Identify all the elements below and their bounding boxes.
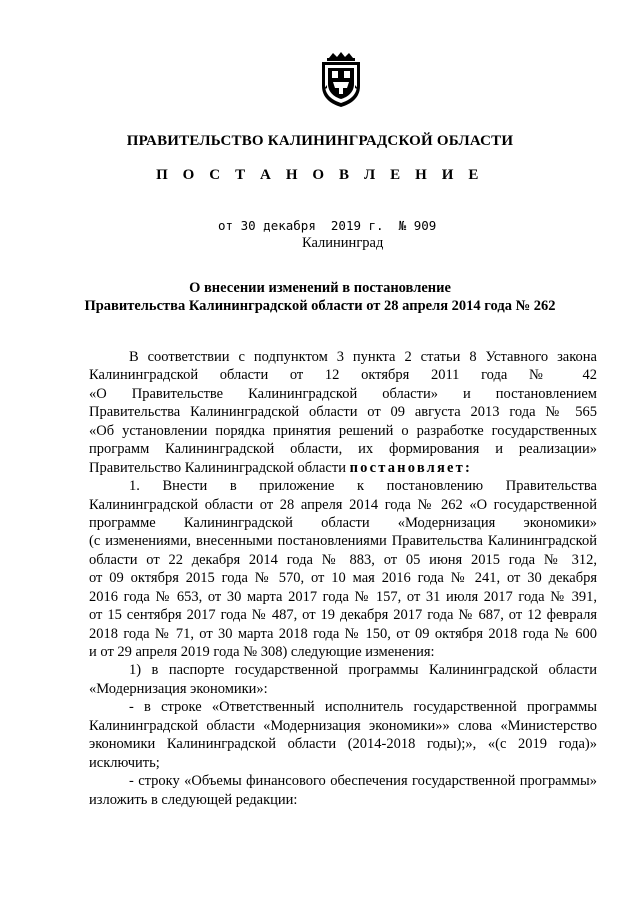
date-prefix: от [218, 218, 234, 233]
body-line: области от 22 декабря 2014 года № 883, от 05 июня 2015 года № 312, [89, 551, 597, 568]
body-line: В соответствии с подпунктом 3 пункта 2 статьи 8 Уставного закона [129, 349, 597, 365]
body-line: «Модернизация экономики»: [89, 680, 268, 697]
document-body [89, 348, 597, 809]
title-line-1: О внесении изменений в постановление [189, 280, 451, 296]
body-line: и от 29 апреля 2019 года № 308) следующие изменения: [89, 644, 435, 660]
body-line: программе Калининградской области «Модернизация экономики» [89, 514, 597, 531]
body-line: от 09 октября 2015 года № 570, от 10 мая 2016 года № 241, от 30 декабря [89, 570, 597, 587]
body-line: «О Правительстве Калининградской области» и постановлением [89, 385, 597, 402]
city: Калининград [302, 235, 384, 251]
number-sign: № [398, 218, 407, 233]
body-line: Калининградской области от 12 октября 2011 года № 42 [89, 367, 597, 384]
body-line: 2016 года № 653, от 30 марта 2017 года № 157, от 31 июля 2017 года № 391, [89, 588, 597, 605]
body-line: 1) в паспорте государственной программы Калининградской области [129, 662, 597, 679]
date-value: 30 декабря 2019 г. [240, 218, 384, 233]
title-line-2: Правительства Калининградской области от 28 апреля 2014 года № 262 [84, 298, 556, 314]
body-line: 2018 года № 71, от 30 марта 2018 года № 150, от 09 октября 2018 года № 600 [89, 625, 597, 642]
body-line [89, 459, 597, 477]
body-line: (с изменениями, внесенными постановлениями Правительства Калининградской [89, 533, 597, 550]
body-line: «Об установлении порядка принятия решений о разработке государственных [89, 422, 597, 439]
body-line: Калининградской области от 28 апреля 2014 года № 262 «О государственной [89, 496, 597, 513]
body-line: - в строке «Ответственный исполнитель государственной программы [129, 699, 597, 716]
number-value: 909 [413, 218, 437, 233]
body-line: Калининградской области «Модернизация экономики»» слова «Министерство [89, 717, 597, 734]
date-line [218, 218, 436, 233]
body-line: Правительства Калининградской области от 09 августа 2013 года № 565 [89, 404, 597, 421]
document-type: П О С Т А Н О В Л Е Н И Е [156, 167, 484, 183]
government-name: ПРАВИТЕЛЬСТВО КАЛИНИНГРАДСКОЙ ОБЛАСТИ [126, 133, 514, 149]
coat-of-arms-icon [319, 52, 363, 108]
body-line: программ Калининградской области, их формирования и реализации» [89, 441, 597, 458]
decree-keyword: постановляет: [349, 459, 473, 476]
body-line: от 15 сентября 2017 года № 487, от 19 декабря 2017 года № 687, от 12 февраля [89, 607, 597, 624]
body-line: экономики Калининградской области (2014-2018 годы);», «(с 2019 года)» [89, 736, 597, 753]
document-title [0, 279, 640, 315]
body-line: изложить в следующей редакции: [89, 791, 298, 808]
body-line-text: Правительство Калининградской области [89, 459, 346, 476]
body-line: исключить; [89, 754, 160, 771]
body-line: - строку «Объемы финансового обеспечения государственной программы» [129, 773, 597, 790]
body-line: 1. Внести в приложение к постановлению Правительства [129, 478, 597, 495]
